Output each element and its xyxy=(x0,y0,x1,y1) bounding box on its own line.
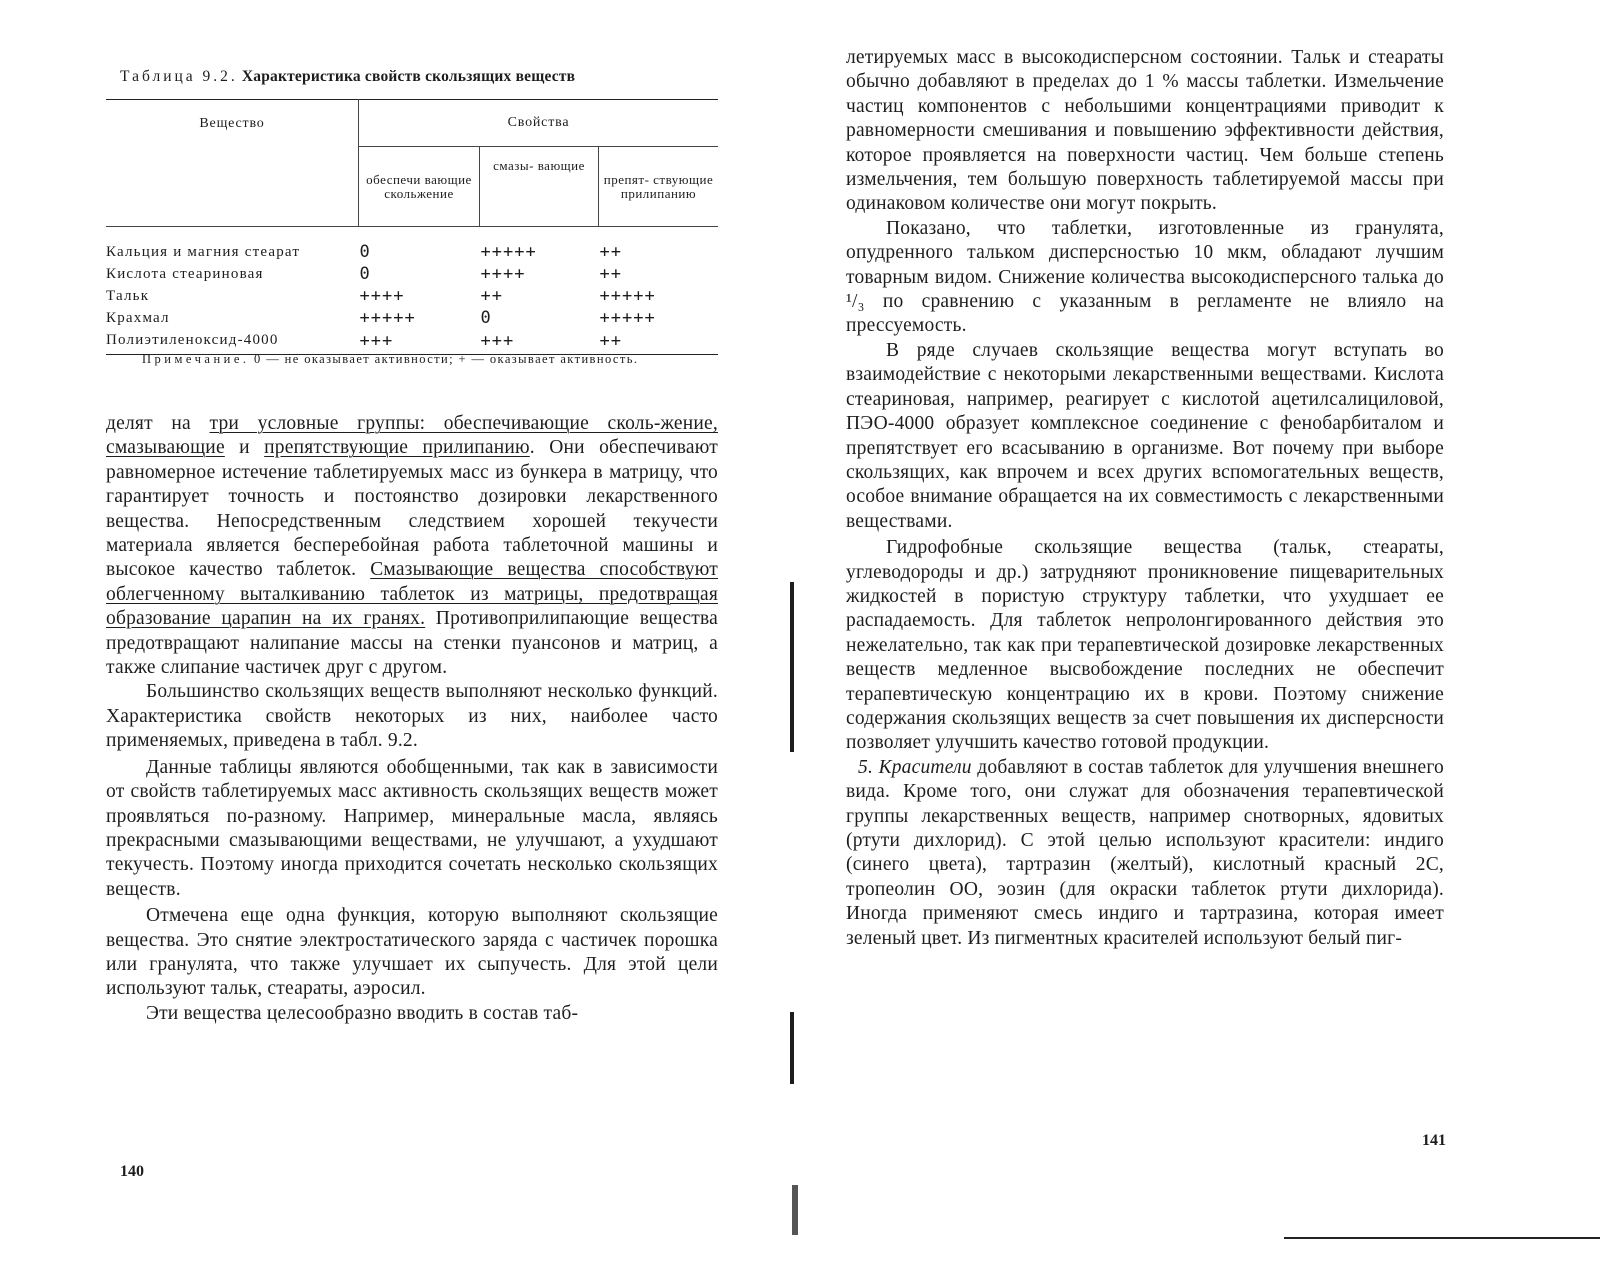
right-page xyxy=(800,0,1600,1265)
glide-value: 0 xyxy=(359,241,371,262)
page-number: 141 xyxy=(1422,1132,1446,1149)
scan-streak xyxy=(792,1185,798,1235)
text-run: и xyxy=(224,437,265,459)
lubricate-value: ++ xyxy=(480,285,503,306)
text-run: . Они обеспечивают равномерное истечение таблетируемых масс из бункера в матрицу, что гарантирует точность и постоянство дозировки лекарственного вещества. Непосредственным следствием хорошей текучести материала является бесперебойная работа таблеточной машины и высокое качество таблеток. xyxy=(106,437,718,581)
table-note xyxy=(106,350,718,368)
paragraph: Гидрофобные скользящие вещества (тальк, стеараты, углеводороды и др.) затрудняют проникновение пищеварительных жидкостей в пористую структуру таблетки, что ухудшает ее распадаемость. Для таблеток непролонгированного действия это нежелательно, так как при терапевтической дозировке лекарственных веществ медленное высвобождение последних не обеспечит терапевтическую концентрацию их в крови. Поэтому снижение содержания скользящих веществ за счет повышения их дисперсности позволяет улучшить качество готовой продукции. xyxy=(846,537,1444,754)
page-number: 140 xyxy=(120,1163,144,1180)
table-caption-label: Таблица 9.2. xyxy=(120,68,238,85)
subheader-antiadhesive: препят- ствующие прилипанию xyxy=(599,147,719,227)
right-body-text xyxy=(846,46,1444,951)
note-label: Примечание. xyxy=(142,352,250,366)
substance-name: Кислота стеариновая xyxy=(106,265,264,282)
antiadhesive-value: ++ xyxy=(599,331,622,351)
antiadhesive-value: ++ xyxy=(599,263,622,284)
underlined-text: Смазывающие вещества способствуют облегченному выталкиванию таблеток из матрицы, предотвращая образование царапин на их гранях. xyxy=(106,559,718,630)
glide-value: 0 xyxy=(359,263,371,284)
lubricate-value: ++++ xyxy=(480,263,526,284)
antiadhesive-value: +++++ xyxy=(599,285,656,306)
scan-streak xyxy=(790,1012,794,1084)
column-header-properties: Свойства xyxy=(359,100,719,147)
table-row xyxy=(106,263,718,285)
table-caption-title: Характеристика свойств скользящих веществ xyxy=(241,68,576,85)
table-caption xyxy=(120,68,720,86)
lubricate-value: 0 xyxy=(480,307,492,328)
paragraph xyxy=(846,756,1444,951)
paragraph: Показано, что таблетки, изготовленные из гранулята, опудренного тальком дисперсностью 10 мкм, обладают лучшим товарным видом. Снижение количества высокодисперсного талька до ¹/₃ по сравнению с указанным в регламенте не влияло на прессуемость. xyxy=(846,217,1444,337)
text-run: добавляют в состав таблеток для улучшения внешнего вида. Кроме того, они служат для обозначения терапевтической группы лекарственных веществ, например снотворных, ядовитых (ртути дихлорид). С этой целью используют красители: индиго (синего цвета), тартразин (желтый), кислотный красный 2С, тропеолин ОО, эозин (для окраски таблеток ртути дихлорида). Иногда применяют смесь индиго и тартразина, которая имеет зеленый цвет. Из пигментных красителей используют белый пиг- xyxy=(846,756,1445,949)
antiadhesive-value: ++ xyxy=(599,241,622,262)
section-mark: 5. xyxy=(858,756,874,778)
text-run: делят на xyxy=(106,413,210,434)
substance-name: Крахмал xyxy=(106,309,170,326)
table-row xyxy=(106,307,718,329)
term-italic: Красители xyxy=(878,756,972,778)
substance-name: Тальк xyxy=(106,287,150,304)
paragraph: летируемых масс в высокодисперсном состоянии. Тальк и стеараты обычно добавляют в пределах до 1 % массы таблетки. Измельчение частиц компонентов с небольшими концентрациями приводит к равномерности смешивания и повышению эффективности действия, которое проявляется на поверхности частиц. Чем больше степень измельчения, тем большую поверхность таблетируемой массы при одинаковом количестве они могут покрыть. xyxy=(846,47,1444,215)
bottom-rule xyxy=(1284,1237,1600,1239)
column-header-substance: Вещество xyxy=(106,100,359,227)
glide-value: ++++ xyxy=(359,285,405,306)
antiadhesive-value: +++++ xyxy=(599,307,656,328)
glide-value: +++ xyxy=(359,331,394,351)
table-row xyxy=(106,285,718,307)
note-text: 0 — не оказывает активности; + — оказывает активность. xyxy=(254,352,639,366)
paragraph: Данные таблицы являются обобщенными, так как в зависимости от свойств таблетируемых масс активность скользящих веществ может проявляться по-разному. Например, минеральные масла, являясь прекрасными смазывающими веществами, не улучшают, а ухудшают текучесть. Поэтому иногда приходится сочетать несколько скользящих веществ. xyxy=(106,756,718,900)
underlined-text: препятствующие прилипанию xyxy=(264,437,530,459)
properties-table xyxy=(106,99,718,355)
paragraph: В ряде случаев скользящие вещества могут вступать во взаимодействие с некоторыми лекарственными веществами. Кислота стеариновая, например, реагирует с кислотой ацетилсалициловой, ПЭО-4000 образует комплексное соединение с фенобарбиталом и препятствует его всасыванию в организме. Вот почему при выборе скользящих, как впрочем и всех других вспомогательных веществ, особое внимание обращается на их совместимость с лекарственными веществами. xyxy=(846,339,1444,532)
left-body-text xyxy=(106,412,718,1026)
subheader-lubricate: смазы- вающие xyxy=(480,147,599,227)
glide-value: +++++ xyxy=(359,307,416,328)
lubricate-value: +++ xyxy=(480,331,515,351)
paragraph: Эти вещества целесообразно вводить в состав таб- xyxy=(146,1002,579,1024)
substance-name: Полиэтиленоксид-4000 xyxy=(106,331,279,348)
paragraph: Отмечена еще одна функция, которую выполняют скользящие вещества. Это снятие электростатического заряда с частичек порошка или гранулята, что также улучшает их сыпучесть. Для этой цели используют тальк, стеараты, аэросил. xyxy=(106,905,718,1000)
scan-streak xyxy=(790,582,794,752)
table-row xyxy=(106,241,718,263)
subheader-glide: обеспечи вающие скольжение xyxy=(359,147,480,227)
paragraph: Большинство скользящих веществ выполняют несколько функций. Характеристика свойств некоторых из них, наиболее часто применяемых, приведена в табл. 9.2. xyxy=(106,681,718,752)
substance-name: Кальция и магния стеарат xyxy=(106,243,301,260)
lubricate-value: +++++ xyxy=(480,241,537,262)
underlined-text: три условные группы: обеспечивающие сколь-жение, смазывающие xyxy=(106,413,718,459)
text-run: Противоприлипающие вещества предотвращают налипание массы на стенки пуансонов и матриц, а также слипание частичек друг с другом. xyxy=(106,608,718,679)
paragraph xyxy=(106,412,718,680)
